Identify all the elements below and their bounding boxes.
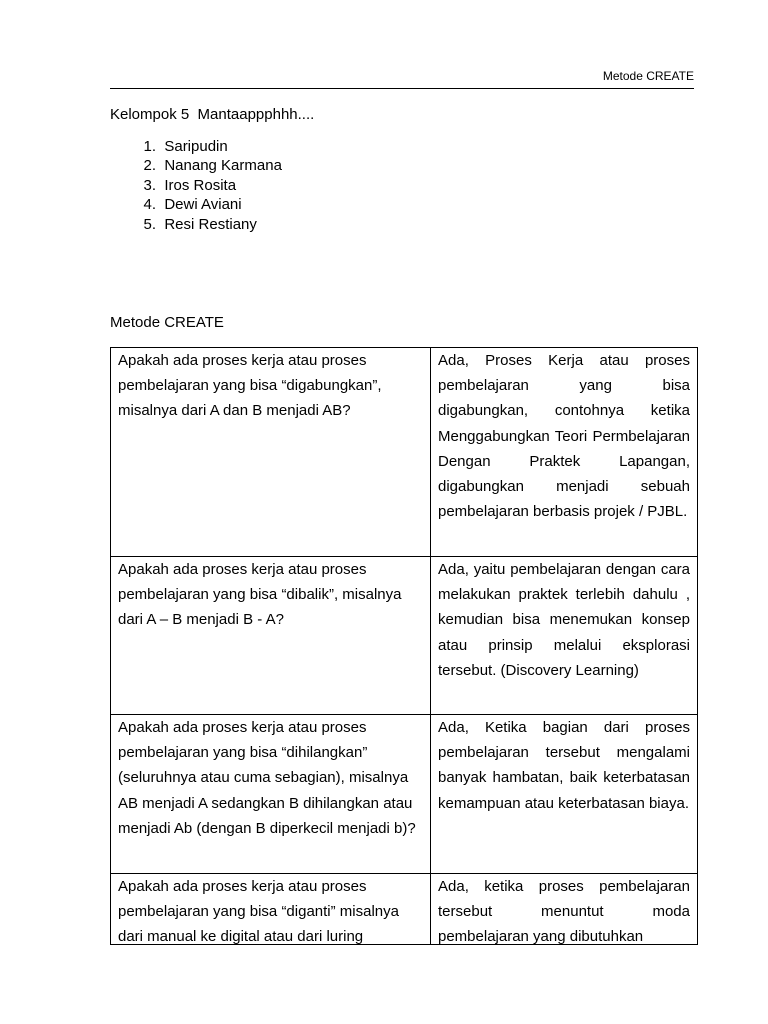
running-header-title: Metode CREATE <box>602 69 694 83</box>
member-name: Nanang Karmana <box>164 157 282 175</box>
list-item <box>110 156 282 175</box>
question-cell: Apakah ada proses kerja atau proses pembelajaran yang bisa “dibalik”, misalnya dari A – B menjadi B - A? <box>111 557 431 715</box>
list-number: 1. <box>143 138 156 155</box>
member-list <box>110 137 282 234</box>
member-name: Saripudin <box>164 138 228 155</box>
list-number: 2. <box>143 157 156 175</box>
table-row <box>111 557 698 715</box>
group-title: Kelompok 5 Mantaappphhh.... <box>110 106 315 123</box>
answer-cell-wrapper <box>431 874 698 945</box>
section-title: Metode CREATE <box>110 314 224 331</box>
list-item <box>110 195 282 214</box>
member-name: Dewi Aviani <box>164 196 242 214</box>
member-name: Resi Restiany <box>164 215 257 233</box>
list-number: 5. <box>143 215 156 233</box>
answer-cell: Ada, Proses Kerja atau proses pembelajaran yang bisa digabungkan, contohnya ketika Menggabungkan Teori Permbelajaran Dengan Praktek Lapangan, digabungkan menjadi sebuah pembelajaran berbasis projek / PJBL. <box>431 348 698 557</box>
question-cell-wrapper <box>111 874 431 945</box>
answer-cell: Ada, ketika proses pembelajaran tersebut menuntut moda pembelajaran yang dibutuhkan <box>438 878 690 944</box>
table-row <box>111 874 698 945</box>
list-number: 4. <box>143 196 156 214</box>
question-cell: Apakah ada proses kerja atau proses pembelajaran yang bisa “diganti” misalnya dari manual ke digital atau dari luring <box>118 878 399 944</box>
member-name: Iros Rosita <box>164 176 237 194</box>
list-item <box>110 137 282 156</box>
table-row <box>111 348 698 557</box>
answer-cell: Ada, Ketika bagian dari proses pembelajaran tersebut mengalami banyak hambatan, baik keterbatasan kemampuan atau keterbatasan biaya. <box>431 715 698 874</box>
running-header <box>110 69 694 89</box>
create-method-table <box>110 347 698 945</box>
table-row <box>111 715 698 874</box>
question-cell: Apakah ada proses kerja atau proses pembelajaran yang bisa “dihilangkan” (seluruhnya atau cuma sebagian), misalnya AB menjadi A sedangkan B dihilangkan atau menjadi Ab (dengan B diperkecil menjadi b)? <box>111 715 431 874</box>
list-number: 3. <box>143 176 156 194</box>
question-cell: Apakah ada proses kerja atau proses pembelajaran yang bisa “digabungkan”, misalnya dari A dan B menjadi AB? <box>111 348 431 557</box>
list-item <box>110 176 282 195</box>
list-item <box>110 215 282 234</box>
answer-cell: Ada, yaitu pembelajaran dengan cara melakukan praktek terlebih dahulu , kemudian bisa menemukan konsep atau prinsip melalui eksplorasi tersebut. (Discovery Learning) <box>431 557 698 715</box>
